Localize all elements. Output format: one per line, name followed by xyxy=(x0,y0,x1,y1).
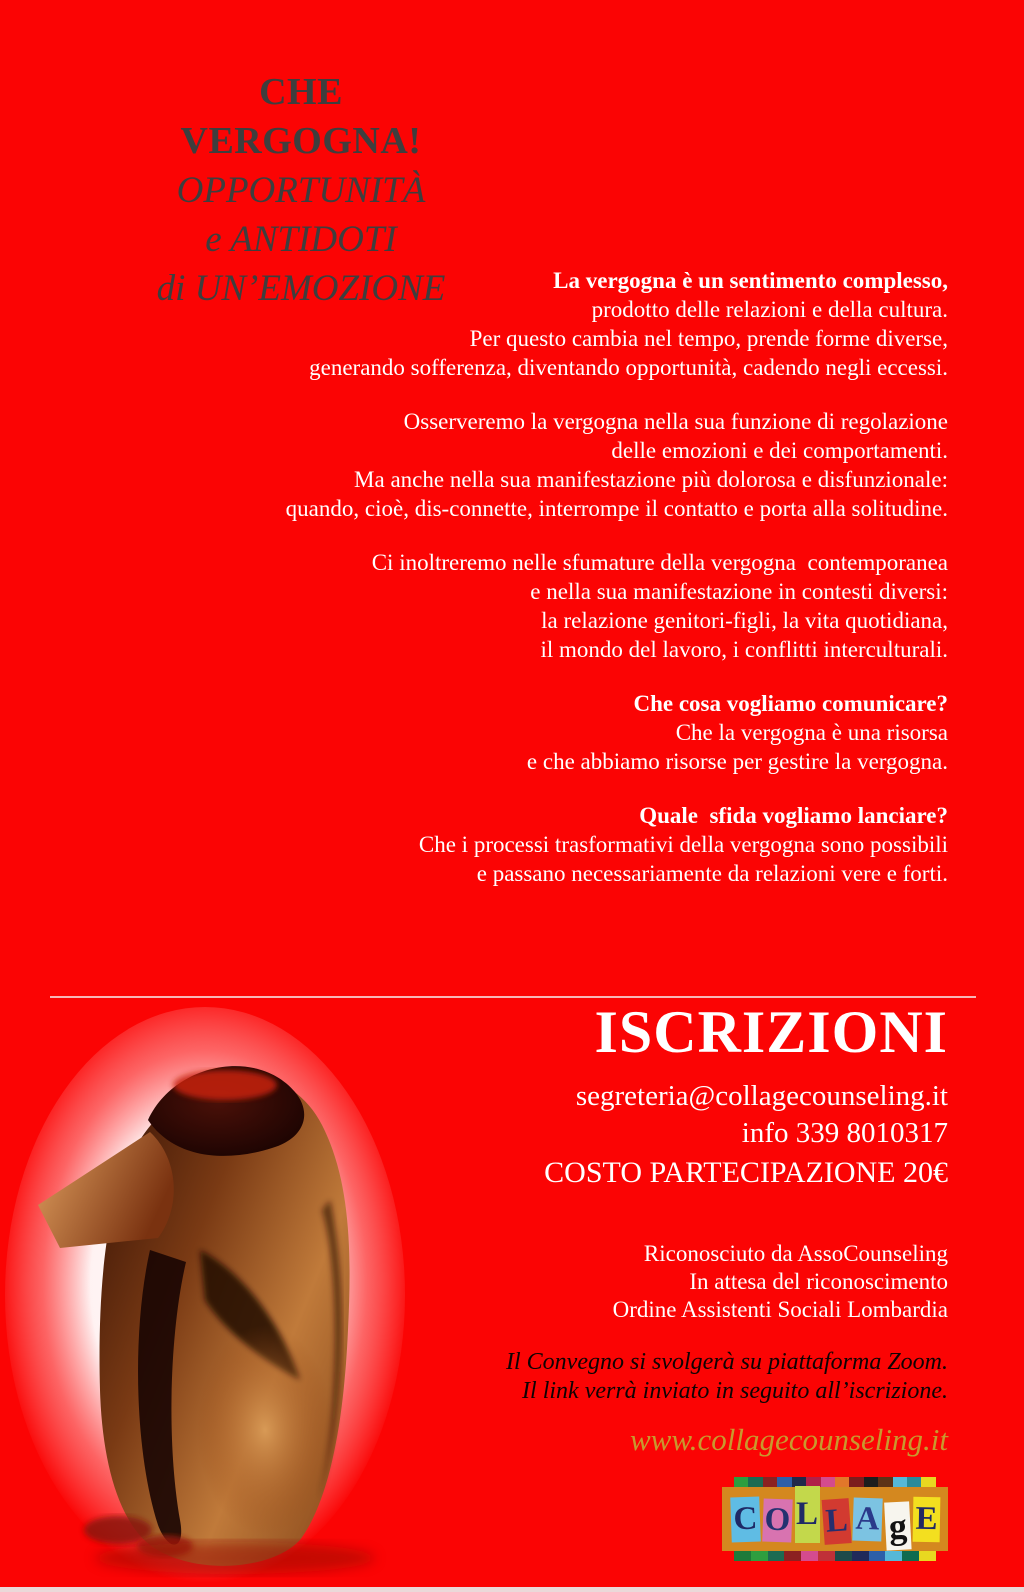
logo-strip-segment xyxy=(801,1551,818,1561)
poster-subtitle-line: e ANTIDOTI xyxy=(205,219,397,260)
body-line: Quale sfida vogliamo lanciare? xyxy=(639,803,948,828)
body-paragraph xyxy=(68,801,948,888)
logo-letter-tile: C xyxy=(730,1496,761,1542)
bottom-edge-strip xyxy=(0,1587,1024,1592)
separator-line xyxy=(50,996,976,998)
logo-strip-segment xyxy=(784,1551,801,1561)
body-line: Ci inoltreremo nelle sfumature della vergogna contemporanea xyxy=(371,550,948,575)
body-line: delle emozioni e dei comportamenti. xyxy=(611,438,948,463)
body-line: generando sofferenza, diventando opportunità, cadendo negli eccessi. xyxy=(309,355,948,380)
poster-subtitle-line: di UN’EMOZIONE xyxy=(156,268,446,309)
body-paragraph xyxy=(68,266,948,382)
logo-strip-segment xyxy=(835,1551,852,1561)
logo-letter-tile: g xyxy=(884,1501,911,1550)
body-paragraph xyxy=(68,407,948,523)
platform-note-line: Il Convegno si svolgerà su piattaforma Zoom. xyxy=(506,1349,948,1375)
registration-phone: info 339 8010317 xyxy=(741,1117,948,1149)
logo-strip-segment xyxy=(849,1477,863,1487)
registration-cost: COSTO PARTECIPAZIONE 20€ xyxy=(544,1156,948,1189)
body-line: La vergogna è un sentimento complesso, xyxy=(553,268,948,293)
logo-strip-segment xyxy=(751,1551,768,1561)
logo-banner xyxy=(722,1487,948,1551)
logo-strip-segment xyxy=(885,1551,902,1561)
website-url: www.collagecounseling.it xyxy=(629,1422,948,1457)
logo-strip-segment xyxy=(818,1551,835,1561)
logo-strip-segment xyxy=(864,1477,878,1487)
logo-strip-segment xyxy=(852,1551,869,1561)
logo-strip-segment xyxy=(907,1477,921,1487)
logo-strip-segment xyxy=(763,1477,777,1487)
logo-bottom-strip xyxy=(734,1551,936,1561)
logo-strip-segment xyxy=(878,1477,892,1487)
platform-note xyxy=(248,1348,948,1406)
body-line: Ma anche nella sua manifestazione più dolorosa e disfunzionale: xyxy=(354,467,948,492)
logo-strip-segment xyxy=(869,1551,886,1561)
logo-strip-segment xyxy=(893,1477,907,1487)
body-line: e passano necessariamente da relazioni vere e forti. xyxy=(476,861,948,886)
logo-strip-segment xyxy=(748,1477,762,1487)
logo-letter-tile: L xyxy=(795,1486,820,1543)
recognition-line: Riconosciuto da AssoCounseling xyxy=(643,1241,948,1266)
poster-subtitle-line: OPPORTUNITÀ xyxy=(176,170,426,211)
body-line: e nella sua manifestazione in contesti diversi: xyxy=(530,579,948,604)
body-line: Per questo cambia nel tempo, prende forme diverse, xyxy=(469,326,948,351)
logo-strip-segment xyxy=(919,1551,936,1561)
logo-strip-segment xyxy=(821,1477,835,1487)
logo-strip-segment xyxy=(921,1477,935,1487)
body-line: prodotto delle relazioni e della cultura. xyxy=(591,297,948,322)
body-line: Che la vergogna è una risorsa xyxy=(675,720,948,745)
body-line: la relazione genitori-figli, la vita quotidiana, xyxy=(541,608,948,633)
registration-heading: ISCRIZIONI xyxy=(594,999,948,1065)
logo-strip-segment xyxy=(835,1477,849,1487)
body-paragraph xyxy=(68,689,948,776)
logo-strip-segment xyxy=(734,1551,751,1561)
registration-email: segreteria@collagecounseling.it xyxy=(575,1080,948,1112)
logo-letter-tile: O xyxy=(762,1498,792,1542)
logo-top-strip xyxy=(734,1477,936,1487)
recognition-line: In attesa del riconoscimento xyxy=(689,1269,948,1294)
collage-logo xyxy=(722,1477,948,1561)
body-text xyxy=(68,266,948,888)
platform-note-line: Il link verrà inviato in seguito all’iscrizione. xyxy=(522,1378,948,1404)
body-line: Osserveremo la vergogna nella sua funzione di regolazione xyxy=(403,409,948,434)
logo-letter-tile: A xyxy=(852,1497,882,1541)
body-line: il mondo del lavoro, i conflitti interculturali. xyxy=(540,637,948,662)
body-paragraph xyxy=(68,548,948,664)
logo-strip-segment xyxy=(734,1477,748,1487)
logo-strip-segment xyxy=(777,1477,791,1487)
logo-letter-tile: E xyxy=(912,1496,940,1541)
registration-section xyxy=(248,1000,948,1458)
logo-strip-segment xyxy=(768,1551,785,1561)
recognition-block xyxy=(248,1240,948,1324)
recognition-line: Ordine Assistenti Sociali Lombardia xyxy=(612,1297,948,1322)
body-line: Che cosa vogliamo comunicare? xyxy=(633,691,948,716)
logo-strip-segment xyxy=(902,1551,919,1561)
logo-letter-tile: L xyxy=(821,1498,851,1545)
body-line: Che i processi trasformativi della vergogna sono possibili xyxy=(418,832,948,857)
statue-base-shadow xyxy=(95,1542,375,1574)
body-line: e che abbiamo risorse per gestire la vergogna. xyxy=(526,749,948,774)
statue-foot xyxy=(84,1516,152,1544)
body-line: quando, cioè, dis-connette, interrompe il contatto e porta alla solitudine. xyxy=(285,496,948,521)
poster-title: CHE VERGOGNA! xyxy=(180,71,422,162)
